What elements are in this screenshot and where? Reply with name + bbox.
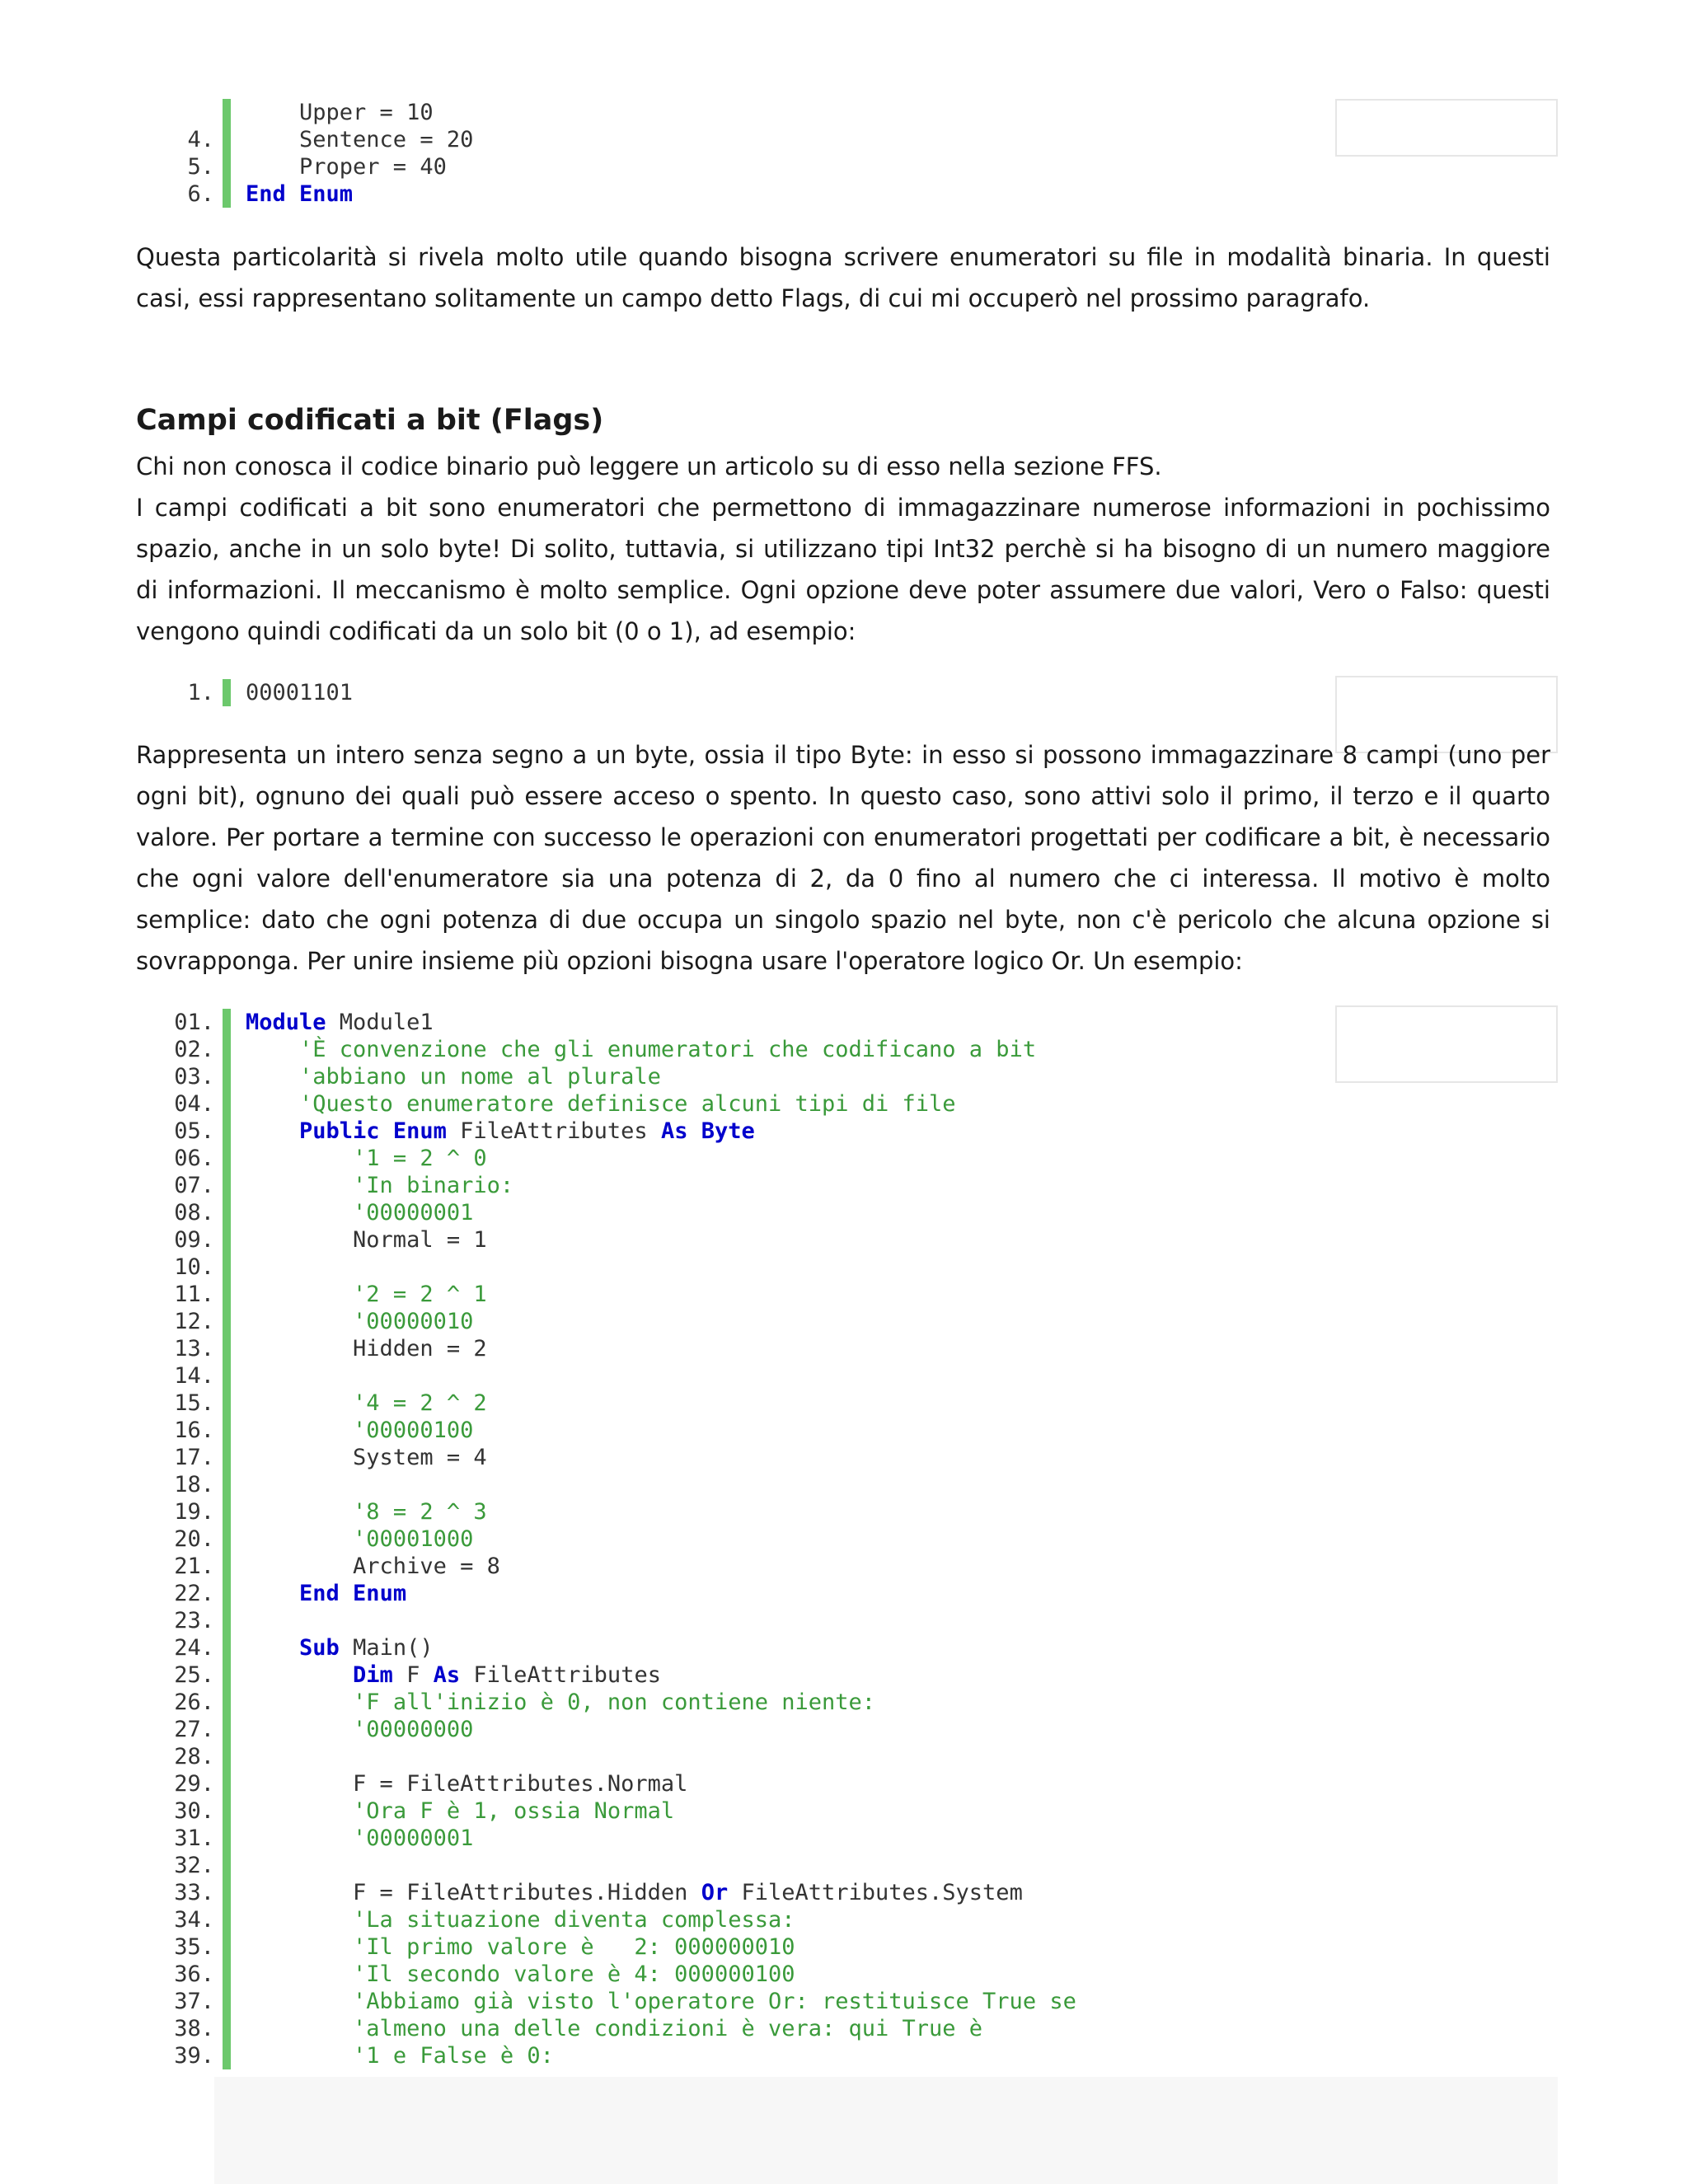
code-text (231, 1281, 487, 1308)
code-toolbar-box (1335, 99, 1558, 157)
code-text (231, 1661, 661, 1689)
code-text (231, 1063, 661, 1090)
code-token (246, 1146, 353, 1171)
code-gutter-bar (223, 1145, 231, 1172)
code-token (246, 1961, 353, 1987)
line-number: 17. (174, 1445, 214, 1470)
code-gutter-bar (223, 1036, 231, 1063)
line-number: 05. (174, 1118, 214, 1144)
code-line (157, 1988, 1076, 2015)
line-number: 36. (174, 1961, 214, 1987)
code-text (231, 1417, 473, 1444)
code-block-flags-example (157, 1009, 1076, 2069)
code-text (231, 1199, 473, 1226)
code-comment: 'Questo enumeratore definisce alcuni tipi di file (299, 1091, 956, 1117)
code-gutter-bar (223, 1172, 231, 1199)
code-gutter-bar (223, 1879, 231, 1906)
line-number: 28. (174, 1744, 214, 1769)
code-line (157, 153, 473, 180)
code-comment: 'Il primo valore è 2: 000000010 (353, 1934, 795, 1960)
code-text (231, 99, 434, 126)
code-block-binary-example (157, 679, 353, 706)
code-gutter-bar (223, 1797, 231, 1825)
paragraph: Questa particolarità si rivela molto utile quando bisogna scrivere enumeratori su file in modalità binaria. In questi casi, essi rappresentano solitamente un campo detto Flags, di cui mi occuperò nel prossimo paragrafo. (136, 243, 1550, 312)
code-gutter-bar (223, 153, 231, 180)
code-comment: '00001000 (353, 1526, 474, 1552)
code-gutter-bar (223, 1226, 231, 1254)
code-gutter-bar (223, 1770, 231, 1797)
code-line (157, 1444, 1076, 1471)
code-text (231, 2042, 554, 2069)
code-comment: '8 = 2 ^ 3 (353, 1499, 487, 1525)
code-token (246, 1690, 353, 1715)
code-text (231, 1770, 687, 1797)
code-gutter-bar (223, 1281, 231, 1308)
code-comment: '00000001 (353, 1200, 474, 1226)
line-number: 6. (187, 181, 214, 207)
code-text (231, 1797, 674, 1825)
line-number: 11. (174, 1282, 214, 1307)
code-text (231, 1308, 473, 1335)
code-gutter-bar (223, 1553, 231, 1580)
code-line (157, 1335, 1076, 1362)
code-line (157, 1009, 1076, 1036)
line-number: 16. (174, 1418, 214, 1443)
code-comment: '4 = 2 ^ 2 (353, 1390, 487, 1416)
code-gutter-bar (223, 1335, 231, 1362)
code-line (157, 1770, 1076, 1797)
code-text (231, 1716, 473, 1743)
code-token: Main() (339, 1635, 434, 1661)
code-gutter-bar (223, 1118, 231, 1145)
code-token (246, 1173, 353, 1198)
code-token (246, 1390, 353, 1416)
line-number: 18. (174, 1472, 214, 1497)
code-token: Sentence = 20 (246, 127, 474, 152)
code-line (157, 1063, 1076, 1090)
code-text (231, 1825, 473, 1852)
code-gutter-bar (223, 1661, 231, 1689)
code-keyword: As (433, 1662, 461, 1688)
code-line (157, 1417, 1076, 1444)
code-gutter-bar (223, 1009, 231, 1036)
code-comment: '1 e False è 0: (353, 2043, 554, 2069)
code-line (157, 1390, 1076, 1417)
code-line (157, 99, 473, 126)
code-text (231, 1689, 875, 1716)
line-number: 14. (174, 1363, 214, 1389)
code-gutter-bar (223, 1526, 231, 1553)
line-number: 5. (187, 154, 214, 180)
code-line (157, 1961, 1076, 1988)
code-token: Normal = 1 (246, 1227, 487, 1253)
code-line (157, 1145, 1076, 1172)
code-gutter-bar (223, 1254, 231, 1281)
code-gutter-bar (223, 1634, 231, 1661)
code-token: FileAttributes (446, 1118, 661, 1144)
code-text (231, 1009, 434, 1036)
code-line (157, 1553, 1076, 1580)
code-text (231, 1553, 500, 1580)
code-comment: 'Ora F è 1, ossia Normal (353, 1798, 675, 1824)
code-token (246, 2043, 353, 2069)
line-number: 26. (174, 1690, 214, 1715)
code-keyword: End Enum (299, 1581, 407, 1606)
code-text (231, 1036, 1036, 1063)
code-text (231, 1226, 487, 1254)
code-token (246, 1635, 299, 1661)
code-text (231, 1335, 487, 1362)
line-number: 25. (174, 1662, 214, 1688)
code-line (157, 1580, 1076, 1607)
code-gutter-bar (223, 1498, 231, 1526)
code-keyword: Dim (353, 1662, 393, 1688)
code-comment: 'abbiano un nome al plurale (299, 1064, 661, 1090)
code-line (157, 1308, 1076, 1335)
code-token: 00001101 (246, 680, 354, 705)
code-gutter-bar (223, 1825, 231, 1852)
code-token (246, 1037, 299, 1062)
code-token (246, 1934, 353, 1960)
line-number: 02. (174, 1037, 214, 1062)
line-number: 35. (174, 1934, 214, 1960)
code-text (231, 1362, 246, 1390)
code-line (157, 126, 473, 153)
code-line (157, 1036, 1076, 1063)
code-line (157, 1254, 1076, 1281)
code-line (157, 180, 473, 208)
code-keyword: As Byte (660, 1118, 755, 1144)
code-text (231, 1580, 406, 1607)
line-number: 07. (174, 1173, 214, 1198)
line-number (157, 99, 223, 126)
code-line (157, 1471, 1076, 1498)
code-text (231, 679, 353, 706)
code-keyword: Public Enum (299, 1118, 447, 1144)
code-token (246, 1418, 353, 1443)
section-title: Campi codificati a bit (Flags) (136, 404, 604, 437)
line-number: 22. (174, 1581, 214, 1606)
code-token (246, 1282, 353, 1307)
line-number: 27. (174, 1717, 214, 1742)
line-number: 15. (174, 1390, 214, 1416)
code-token (246, 1064, 299, 1090)
code-token: FileAttributes (460, 1662, 661, 1688)
code-token: Hidden = 2 (246, 1336, 487, 1361)
code-text (231, 1879, 1023, 1906)
code-gutter-bar (223, 1743, 231, 1770)
code-text (231, 1118, 755, 1145)
code-text (231, 1444, 487, 1471)
code-gutter-bar (223, 1444, 231, 1471)
code-text (231, 1988, 1076, 2015)
code-line (157, 1743, 1076, 1770)
line-number: 24. (174, 1635, 214, 1661)
code-keyword: Or (701, 1880, 729, 1905)
code-gutter-bar (223, 180, 231, 208)
code-text (231, 1526, 473, 1553)
code-text (231, 1498, 487, 1526)
paragraph: Rappresenta un intero senza segno a un byte, ossia il tipo Byte: in esso si possono immagazzinare 8 campi (uno per ogni bit), ognuno dei quali può essere acceso o spento. In questo caso, sono attivi solo il primo, il terzo e il quarto valore. Per portare a termine con successo le operazioni con enumeratori progettati per codificare a bit, è necessario che ogni valore dell'enumeratore sia una potenza di 2, da 0 fino al numero che ci interessa. Il motivo è molto semplice: dato che ogni potenza di due occupa un singolo spazio nel byte, non c'è pericolo che alcuna opzione si sovrapponga. Per unire insieme più opzioni bisogna usare l'operatore logico Or. Un esempio: (136, 741, 1550, 975)
code-gutter-bar (223, 1689, 231, 1716)
code-comment: '00000100 (353, 1418, 474, 1443)
line-number: 21. (174, 1554, 214, 1579)
code-gutter-bar (223, 1933, 231, 1961)
line-number: 37. (174, 1989, 214, 2014)
code-token: Proper = 40 (246, 154, 447, 180)
code-gutter-bar (223, 1390, 231, 1417)
code-comment: '00000010 (353, 1309, 474, 1334)
code-text (231, 1607, 246, 1634)
line-number: 31. (174, 1825, 214, 1851)
code-gutter-bar (223, 126, 231, 153)
line-number: 06. (174, 1146, 214, 1171)
code-text (231, 153, 447, 180)
code-token (246, 1309, 353, 1334)
code-gutter-bar (223, 1090, 231, 1118)
line-number: 01. (174, 1010, 214, 1035)
code-gutter-bar (223, 1988, 231, 2015)
code-line (157, 1281, 1076, 1308)
line-number: 33. (174, 1880, 214, 1905)
code-token: FileAttributes.System (728, 1880, 1023, 1905)
paragraph: Chi non conosca il codice binario può leggere un articolo su di esso nella sezione FFS. (136, 452, 1162, 480)
code-comment: '00000001 (353, 1825, 474, 1851)
line-number: 13. (174, 1336, 214, 1361)
code-line (157, 2015, 1076, 2042)
line-number: 04. (174, 1091, 214, 1117)
code-line (157, 1362, 1076, 1390)
code-gutter-bar (223, 1961, 231, 1988)
code-text (231, 1390, 487, 1417)
code-text (231, 1743, 246, 1770)
code-token: F = FileAttributes.Normal (246, 1771, 688, 1797)
code-gutter-bar (223, 99, 231, 126)
code-comment: 'F all'inizio è 0, non contiene niente: (353, 1690, 876, 1715)
code-comment: 'In binario: (353, 1173, 514, 1198)
code-line (157, 1825, 1076, 1852)
code-line (157, 1090, 1076, 1118)
line-number: 10. (174, 1254, 214, 1280)
code-gutter-bar (223, 2042, 231, 2069)
paragraph: I campi codificati a bit sono enumeratori che permettono di immagazzinare numerose informazioni in pochissimo spazio, anche in un solo byte! Di solito, tuttavia, si utilizzano tipi Int32 perchè si ha bisogno di un numero maggiore di informazioni. Il meccanismo è molto semplice. Ogni opzione deve poter assumere due valori, Vero o Falso: questi vengono quindi codificati da un solo bit (0 o 1), ad esempio: (136, 494, 1550, 645)
code-text (231, 2015, 982, 2042)
code-token (246, 1118, 299, 1144)
code-line (157, 1498, 1076, 1526)
line-number: 08. (174, 1200, 214, 1226)
code-gutter-bar (223, 679, 231, 706)
code-gutter-bar (223, 1308, 231, 1335)
code-text (231, 1471, 246, 1498)
code-comment: 'È convenzione che gli enumeratori che codificano a bit (299, 1037, 1037, 1062)
code-token (246, 1798, 353, 1824)
code-token (246, 1825, 353, 1851)
code-text (231, 1145, 487, 1172)
code-text (231, 1933, 795, 1961)
line-number: 39. (174, 2043, 214, 2069)
code-line (157, 1689, 1076, 1716)
line-number: 4. (187, 127, 214, 152)
line-number: 23. (174, 1608, 214, 1633)
code-comment: 'Il secondo valore è 4: 000000100 (353, 1961, 795, 1987)
code-toolbar-box (1335, 1005, 1558, 1083)
code-comment: 'Abbiamo già visto l'operatore Or: restituisce True se (353, 1989, 1076, 2014)
code-token: System = 4 (246, 1445, 487, 1470)
code-line (157, 1852, 1076, 1879)
code-line (157, 1933, 1076, 1961)
line-number: 32. (174, 1853, 214, 1878)
code-token (246, 1091, 299, 1117)
code-token (246, 1200, 353, 1226)
code-token: F (392, 1662, 434, 1688)
code-block-enum-end (157, 99, 473, 208)
code-line (157, 1118, 1076, 1145)
line-number: 20. (174, 1526, 214, 1552)
code-token: Upper = 10 (246, 100, 434, 125)
code-text (231, 1961, 795, 1988)
line-number: 1. (187, 680, 214, 705)
code-text (231, 1634, 434, 1661)
code-gutter-bar (223, 1580, 231, 1607)
code-keyword: Sub (299, 1635, 340, 1661)
line-number: 30. (174, 1798, 214, 1824)
line-number: 38. (174, 2016, 214, 2041)
code-line (157, 1226, 1076, 1254)
code-comment: 'La situazione diventa complessa: (353, 1907, 795, 1933)
code-text (231, 1852, 246, 1879)
code-token (246, 1989, 353, 2014)
code-gutter-bar (223, 1852, 231, 1879)
code-line (157, 1906, 1076, 1933)
code-text (231, 126, 473, 153)
page-bottom-fade (214, 2077, 1558, 2184)
code-gutter-bar (223, 1607, 231, 1634)
line-number: 09. (174, 1227, 214, 1253)
code-line (157, 2042, 1076, 2069)
code-comment: '00000000 (353, 1717, 474, 1742)
code-line (157, 1716, 1076, 1743)
code-keyword: End Enum (246, 181, 354, 207)
code-line (157, 1634, 1076, 1661)
code-token: Module1 (326, 1010, 434, 1035)
code-token (246, 1662, 353, 1688)
code-comment: 'almeno una delle condizioni è vera: qui True è (353, 2016, 983, 2041)
code-token: Archive = 8 (246, 1554, 500, 1579)
code-line (157, 679, 353, 706)
code-token (246, 1581, 299, 1606)
code-line (157, 1526, 1076, 1553)
line-number: 29. (174, 1771, 214, 1797)
code-text (231, 1254, 246, 1281)
code-gutter-bar (223, 1906, 231, 1933)
code-comment: '1 = 2 ^ 0 (353, 1146, 487, 1171)
code-line (157, 1797, 1076, 1825)
code-text (231, 1090, 956, 1118)
code-line (157, 1879, 1076, 1906)
code-token (246, 1526, 353, 1552)
code-text (231, 180, 353, 208)
line-number: 19. (174, 1499, 214, 1525)
code-keyword: Module (246, 1010, 326, 1035)
code-line (157, 1661, 1076, 1689)
line-number: 03. (174, 1064, 214, 1090)
code-gutter-bar (223, 1362, 231, 1390)
code-gutter-bar (223, 1417, 231, 1444)
code-text (231, 1906, 795, 1933)
line-number: 34. (174, 1907, 214, 1933)
code-gutter-bar (223, 1471, 231, 1498)
code-line (157, 1172, 1076, 1199)
code-text (231, 1172, 513, 1199)
code-gutter-bar (223, 1063, 231, 1090)
code-comment: '2 = 2 ^ 1 (353, 1282, 487, 1307)
code-token: F = FileAttributes.Hidden (246, 1880, 701, 1905)
code-token (246, 1499, 353, 1525)
code-line (157, 1607, 1076, 1634)
code-gutter-bar (223, 1199, 231, 1226)
code-gutter-bar (223, 2015, 231, 2042)
code-token (246, 1717, 353, 1742)
code-gutter-bar (223, 1716, 231, 1743)
code-line (157, 1199, 1076, 1226)
code-token (246, 2016, 353, 2041)
code-token (246, 1907, 353, 1933)
line-number: 12. (174, 1309, 214, 1334)
